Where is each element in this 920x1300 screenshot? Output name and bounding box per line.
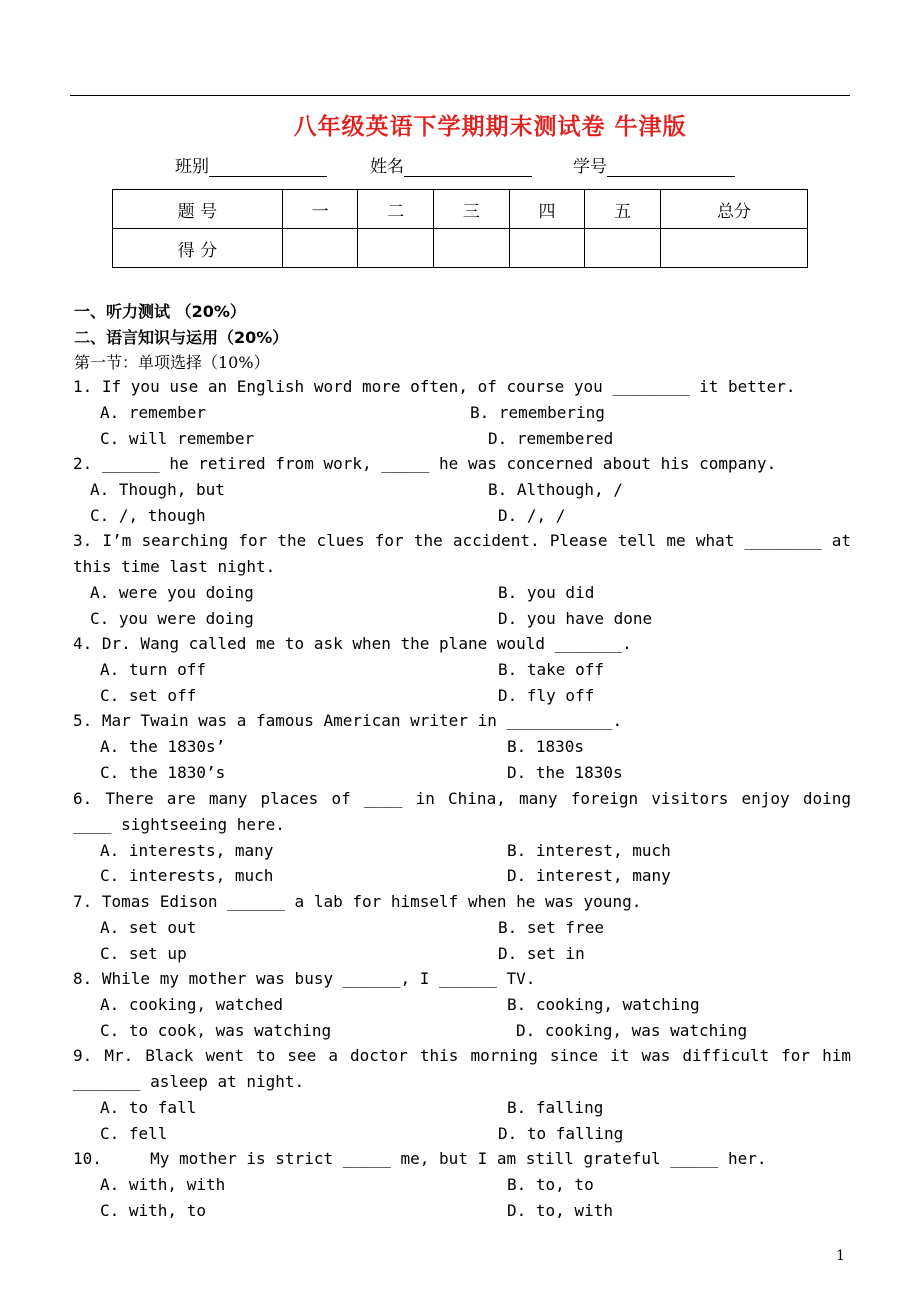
option-3a[interactable]: A. were you doing <box>90 583 254 602</box>
option-1d[interactable]: D. remembered <box>488 429 614 448</box>
score-header-cell: 一 <box>282 190 358 229</box>
header-rule <box>70 95 850 96</box>
class-label: 班别 <box>175 157 209 177</box>
option-5d[interactable]: D. the 1830s <box>507 763 623 782</box>
page-title: 八年级英语下学期期末测试卷 牛津版 <box>293 114 687 140</box>
student-id-field <box>573 152 735 177</box>
score-header-cell: 四 <box>509 190 585 229</box>
option-4d[interactable]: D. fly off <box>498 686 595 705</box>
name-field <box>370 152 532 177</box>
student-id-label: 学号 <box>573 157 607 177</box>
option-1a[interactable]: A. remember <box>100 403 206 422</box>
option-5a[interactable]: A. the 1830s’ <box>100 737 226 756</box>
option-2c[interactable]: C. /, though <box>90 506 206 525</box>
option-7a[interactable]: A. set out <box>100 918 197 937</box>
option-8a[interactable]: A. cooking, watched <box>100 995 284 1014</box>
option-7b[interactable]: B. set free <box>498 918 604 937</box>
option-4c[interactable]: C. set off <box>100 686 197 705</box>
question-10: 10. My mother is strict _____ me, but I am still grateful _____ her. <box>73 1149 767 1168</box>
question-7: 7. Tomas Edison ______ a lab for himself when he was young. <box>73 892 642 911</box>
option-3b[interactable]: B. you did <box>498 583 595 602</box>
page-number: 1 <box>836 1248 845 1264</box>
score-header-cell: 三 <box>434 190 510 229</box>
option-10a[interactable]: A. with, with <box>100 1175 226 1194</box>
question-2: 2. ______ he retired from work, _____ he was concerned about his company. <box>73 454 777 473</box>
score-row-label: 得 分 <box>113 229 283 268</box>
score-header-cell: 总分 <box>660 190 807 229</box>
option-10b[interactable]: B. to, to <box>507 1175 594 1194</box>
score-table-header-row <box>113 190 808 229</box>
score-table-score-row <box>113 229 808 268</box>
score-cell[interactable] <box>282 229 358 268</box>
option-8c[interactable]: C. to cook, was watching <box>100 1021 332 1040</box>
score-header-cell: 题 号 <box>113 190 283 229</box>
option-6a[interactable]: A. interests, many <box>100 841 274 860</box>
name-blank[interactable] <box>404 156 532 177</box>
option-10c[interactable]: C. with, to <box>100 1201 206 1220</box>
option-9b[interactable]: B. falling <box>507 1098 604 1117</box>
option-10d[interactable]: D. to, with <box>507 1201 613 1220</box>
question-1: 1. If you use an English word more often, of course you ________ it better. <box>73 377 796 396</box>
option-3c[interactable]: C. you were doing <box>90 609 254 628</box>
score-header-cell: 二 <box>358 190 434 229</box>
option-9c[interactable]: C. fell <box>100 1124 168 1143</box>
section-listening-heading: 一、听力测试 （20%） <box>74 302 246 321</box>
option-6b[interactable]: B. interest, much <box>507 841 671 860</box>
option-5c[interactable]: C. the 1830’s <box>100 763 226 782</box>
option-4a[interactable]: A. turn off <box>100 660 206 679</box>
part1-heading: 第一节：单项选择（10%） <box>74 353 270 372</box>
option-5b[interactable]: B. 1830s <box>507 737 585 756</box>
option-8b[interactable]: B. cooking, watching <box>507 995 700 1014</box>
option-4b[interactable]: B. take off <box>498 660 604 679</box>
score-header-cell: 五 <box>585 190 661 229</box>
section-language-heading: 二、语言知识与运用（20%） <box>74 328 289 347</box>
question-4: 4. Dr. Wang called me to ask when the plane would _______. <box>73 634 632 653</box>
name-label: 姓名 <box>370 157 404 177</box>
score-cell[interactable] <box>434 229 510 268</box>
option-7c[interactable]: C. set up <box>100 944 187 963</box>
score-table <box>112 189 808 268</box>
score-cell[interactable] <box>358 229 434 268</box>
question-8: 8. While my mother was busy ______, I ______ TV. <box>73 969 536 988</box>
class-field <box>175 152 327 177</box>
option-6c[interactable]: C. interests, much <box>100 866 274 885</box>
score-cell[interactable] <box>509 229 585 268</box>
option-3d[interactable]: D. you have done <box>498 609 653 628</box>
option-1b[interactable]: B. remembering <box>470 403 605 422</box>
question-6: 6. There are many places of ____ in China, many foreign visitors enjoy doing ____ sightseeing here. <box>73 789 861 834</box>
option-2b[interactable]: B. Although, / <box>488 480 623 499</box>
question-3: 3. I’m searching for the clues for the accident. Please tell me what ________ at this time last night. <box>73 531 861 576</box>
question-5: 5. Mar Twain was a famous American writer in ___________. <box>73 711 623 730</box>
option-1c[interactable]: C. will remember <box>100 429 255 448</box>
option-6d[interactable]: D. interest, many <box>507 866 671 885</box>
score-cell[interactable] <box>660 229 807 268</box>
option-8d[interactable]: D. cooking, was watching <box>516 1021 748 1040</box>
class-blank[interactable] <box>209 156 327 177</box>
question-9: 9. Mr. Black went to see a doctor this morning since it was difficult for him _______ asleep at night. <box>73 1046 861 1091</box>
option-2d[interactable]: D. /, / <box>498 506 566 525</box>
option-2a[interactable]: A. Though, but <box>90 480 225 499</box>
option-9a[interactable]: A. to fall <box>100 1098 197 1117</box>
option-9d[interactable]: D. to falling <box>498 1124 624 1143</box>
score-cell[interactable] <box>585 229 661 268</box>
student-id-blank[interactable] <box>607 156 735 177</box>
option-7d[interactable]: D. set in <box>498 944 585 963</box>
